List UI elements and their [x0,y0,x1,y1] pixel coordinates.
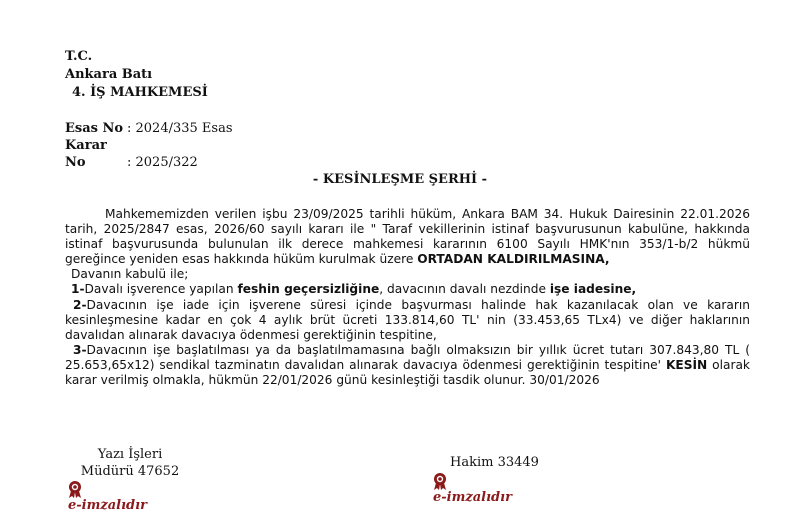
item-2-number: 2- [73,297,87,312]
item-1-text-a: Davalı işverence yapılan [84,282,238,297]
header-city: Ankara Batı [65,67,153,82]
esas-label: Esas No [65,121,124,136]
paragraph-main-bold: ORTADAN KALDIRILMASINA, [417,252,610,267]
item-1-bold-a: feshin geçersizliğine [237,282,380,297]
karar-row [65,137,233,171]
clerk-title: Yazı İşleri [97,447,163,462]
case-meta [65,120,233,171]
document-body [65,207,750,388]
esas-row [65,120,233,137]
esas-value: : 2024/335 Esas [127,121,233,136]
verdict-item-3 [65,343,750,388]
item-3-tail: olarak karar verilmiş olmakla, hükmün 22/01/2026 günü kesinleştiği tasdik olunur. 30/01/2026 [65,357,750,388]
e-signature-stamp-left [68,480,147,513]
rosette-seal-icon [68,480,82,498]
item-3-number: 3- [73,342,87,357]
e-signed-label: e-imzalıdır [433,490,512,505]
document-title: - KESİNLEŞME ŞERHİ - [312,172,488,187]
header-tc: T.C. [65,49,93,64]
e-signature-stamp-right [433,472,512,505]
item-1-bold-b: işe iadesine, [549,282,637,297]
item-3-bold: KESİN [665,357,708,372]
karar-label: Karar No [65,138,107,170]
document-header [65,48,208,102]
paragraph-main [65,207,750,267]
karar-value: : 2025/322 [127,155,198,170]
item-1-number: 1- [71,282,85,297]
item-3-text: Davacının işe başlatılması ya da başlatılmamasına bağlı olmaksızın bir yıllık ücret tutarı 307.843,80 TL ( 25.653,65x12) sendikal tazminatın davalıdan alınarak davacıya ödenmesi gerektiğinin tespitine' [65,342,750,372]
verdict-item-1 [65,282,750,297]
header-court: 4. İŞ MAHKEMESİ [72,85,208,100]
clerk-id: Müdürü 47652 [80,464,180,479]
paragraph-main-text: Mahkememizden verilen işbu 23/09/2025 tarihli hüküm, Ankara BAM 34. Hukuk Dairesinin 22.01.2026 tarih, 2025/2847 esas, 2026/60 sayılı kararı ile " Taraf vekillerinin istinaf başvurusunun kabulüne, hakkında istinaf başvurusunda bulunulan ilk derece mahkemesi kararının 6100 Sayılı HMK'nın 353/1-b/2 hükmü gereğince yeniden esas hakkında hüküm kurulmak üzere [65,207,750,267]
verdict-item-2 [65,298,750,343]
item-2-text: Davacının işe iade için işverene süresi içinde başvurması halinde hak kazanılacak olan ve kararın kesinleşmesine kadar en çok 4 aylık brüt ücreti 133.814,60 TL' nin (33.453,65 TLx4) ve diğer haklarının davalıdan alınarak davacıya ödenmesi gerektiğinin tespitine, [65,297,750,342]
e-signed-label: e-imzalıdır [68,498,147,513]
acceptance-line: Davanın kabulü ile; [71,267,189,282]
judge-signature: Hakim 33449 [450,455,539,470]
clerk-signature [80,446,180,480]
rosette-seal-icon [433,472,447,490]
item-1-text-b: , davacının davalı nezdinde [379,282,550,297]
